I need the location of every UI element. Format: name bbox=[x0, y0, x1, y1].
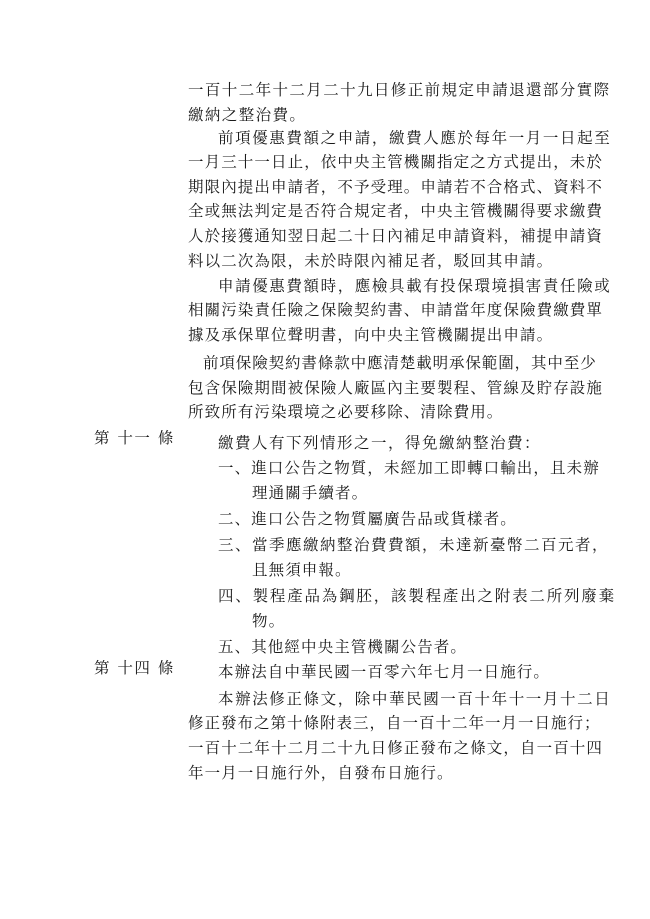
paragraph-line: 一百十二年十二月二十九日修正前規定申請退還部分實際 bbox=[188, 81, 611, 99]
paragraph-line: 申請優惠費額時，應檢具載有投保環境損害責任險或 bbox=[218, 277, 612, 295]
list-item: 且無須申報。 bbox=[252, 561, 352, 579]
list-item: 物。 bbox=[252, 612, 286, 630]
paragraph-line: 一月三十一日止，依中央主管機關指定之方式提出，未於 bbox=[188, 153, 604, 171]
article-11-label: 第 十一 條 bbox=[94, 429, 175, 447]
paragraph-line: 修正發布之第十條附表三，自一百十二年一月一日施行； bbox=[188, 714, 601, 732]
paragraph-line: 包含保險期間被保險人廠區內主要製程、管線及貯存設施 bbox=[188, 379, 604, 397]
list-item: 四、製程產品為鋼胚，該製程產出之附表二所列廢棄 bbox=[218, 587, 616, 605]
paragraph-line: 相關污染責任險之保險契約書、申請當年度保險費繳費單 bbox=[188, 301, 604, 319]
paragraph-line: 年一月一日施行外，自發布日施行。 bbox=[188, 764, 454, 782]
paragraph-line: 全或無法判定是否符合規定者，中央主管機關得要求繳費 bbox=[188, 202, 604, 220]
paragraph-line: 本辦法自中華民國一百零六年七月一日施行。 bbox=[218, 663, 551, 681]
list-item: 一、進口公告之物質，未經加工即轉口輸出，且未辦 bbox=[218, 459, 600, 477]
list-item: 五、其他經中央主管機關公告者。 bbox=[218, 638, 468, 656]
paragraph-line: 所致所有污染環境之必要移除、清除費用。 bbox=[188, 403, 504, 421]
paragraph-line: 繳納之整治費。 bbox=[188, 106, 307, 124]
article-11-intro: 繳費人有下列情形之一，得免繳納整治費： bbox=[218, 434, 542, 452]
list-item: 二、進口公告之物質屬廣告品或貨樣者。 bbox=[218, 510, 517, 528]
paragraph-line: 人於接獲通知翌日起二十日內補足申請資料，補提申請資 bbox=[188, 227, 604, 245]
paragraph-line: 前項保險契約書條款中應清楚載明承保範圍，其中至少 bbox=[203, 354, 597, 372]
paragraph-line: 料以二次為限，未於時限內補足者，駁回其申請。 bbox=[188, 252, 554, 270]
paragraph-line: 前項優惠費額之申請，繳費人應於每年一月一日起至 bbox=[218, 129, 612, 147]
paragraph-line: 本辦法修正條文，除中華民國一百十年十一月十二日 bbox=[218, 690, 612, 708]
list-item: 理通關手續者。 bbox=[252, 484, 369, 502]
paragraph-line: 一百十二年十二月二十九日修正發布之條文，自一百十四 bbox=[188, 739, 604, 757]
paragraph-line: 期限內提出申請者，不予受理。申請若不合格式、資料不 bbox=[188, 178, 604, 196]
paragraph-line: 據及承保單位聲明書，向中央主管機關提出申請。 bbox=[188, 326, 554, 344]
article-14-label: 第 十四 條 bbox=[94, 659, 175, 677]
list-item: 三、當季應繳納整治費費額，未達新臺幣二百元者， bbox=[218, 536, 610, 554]
